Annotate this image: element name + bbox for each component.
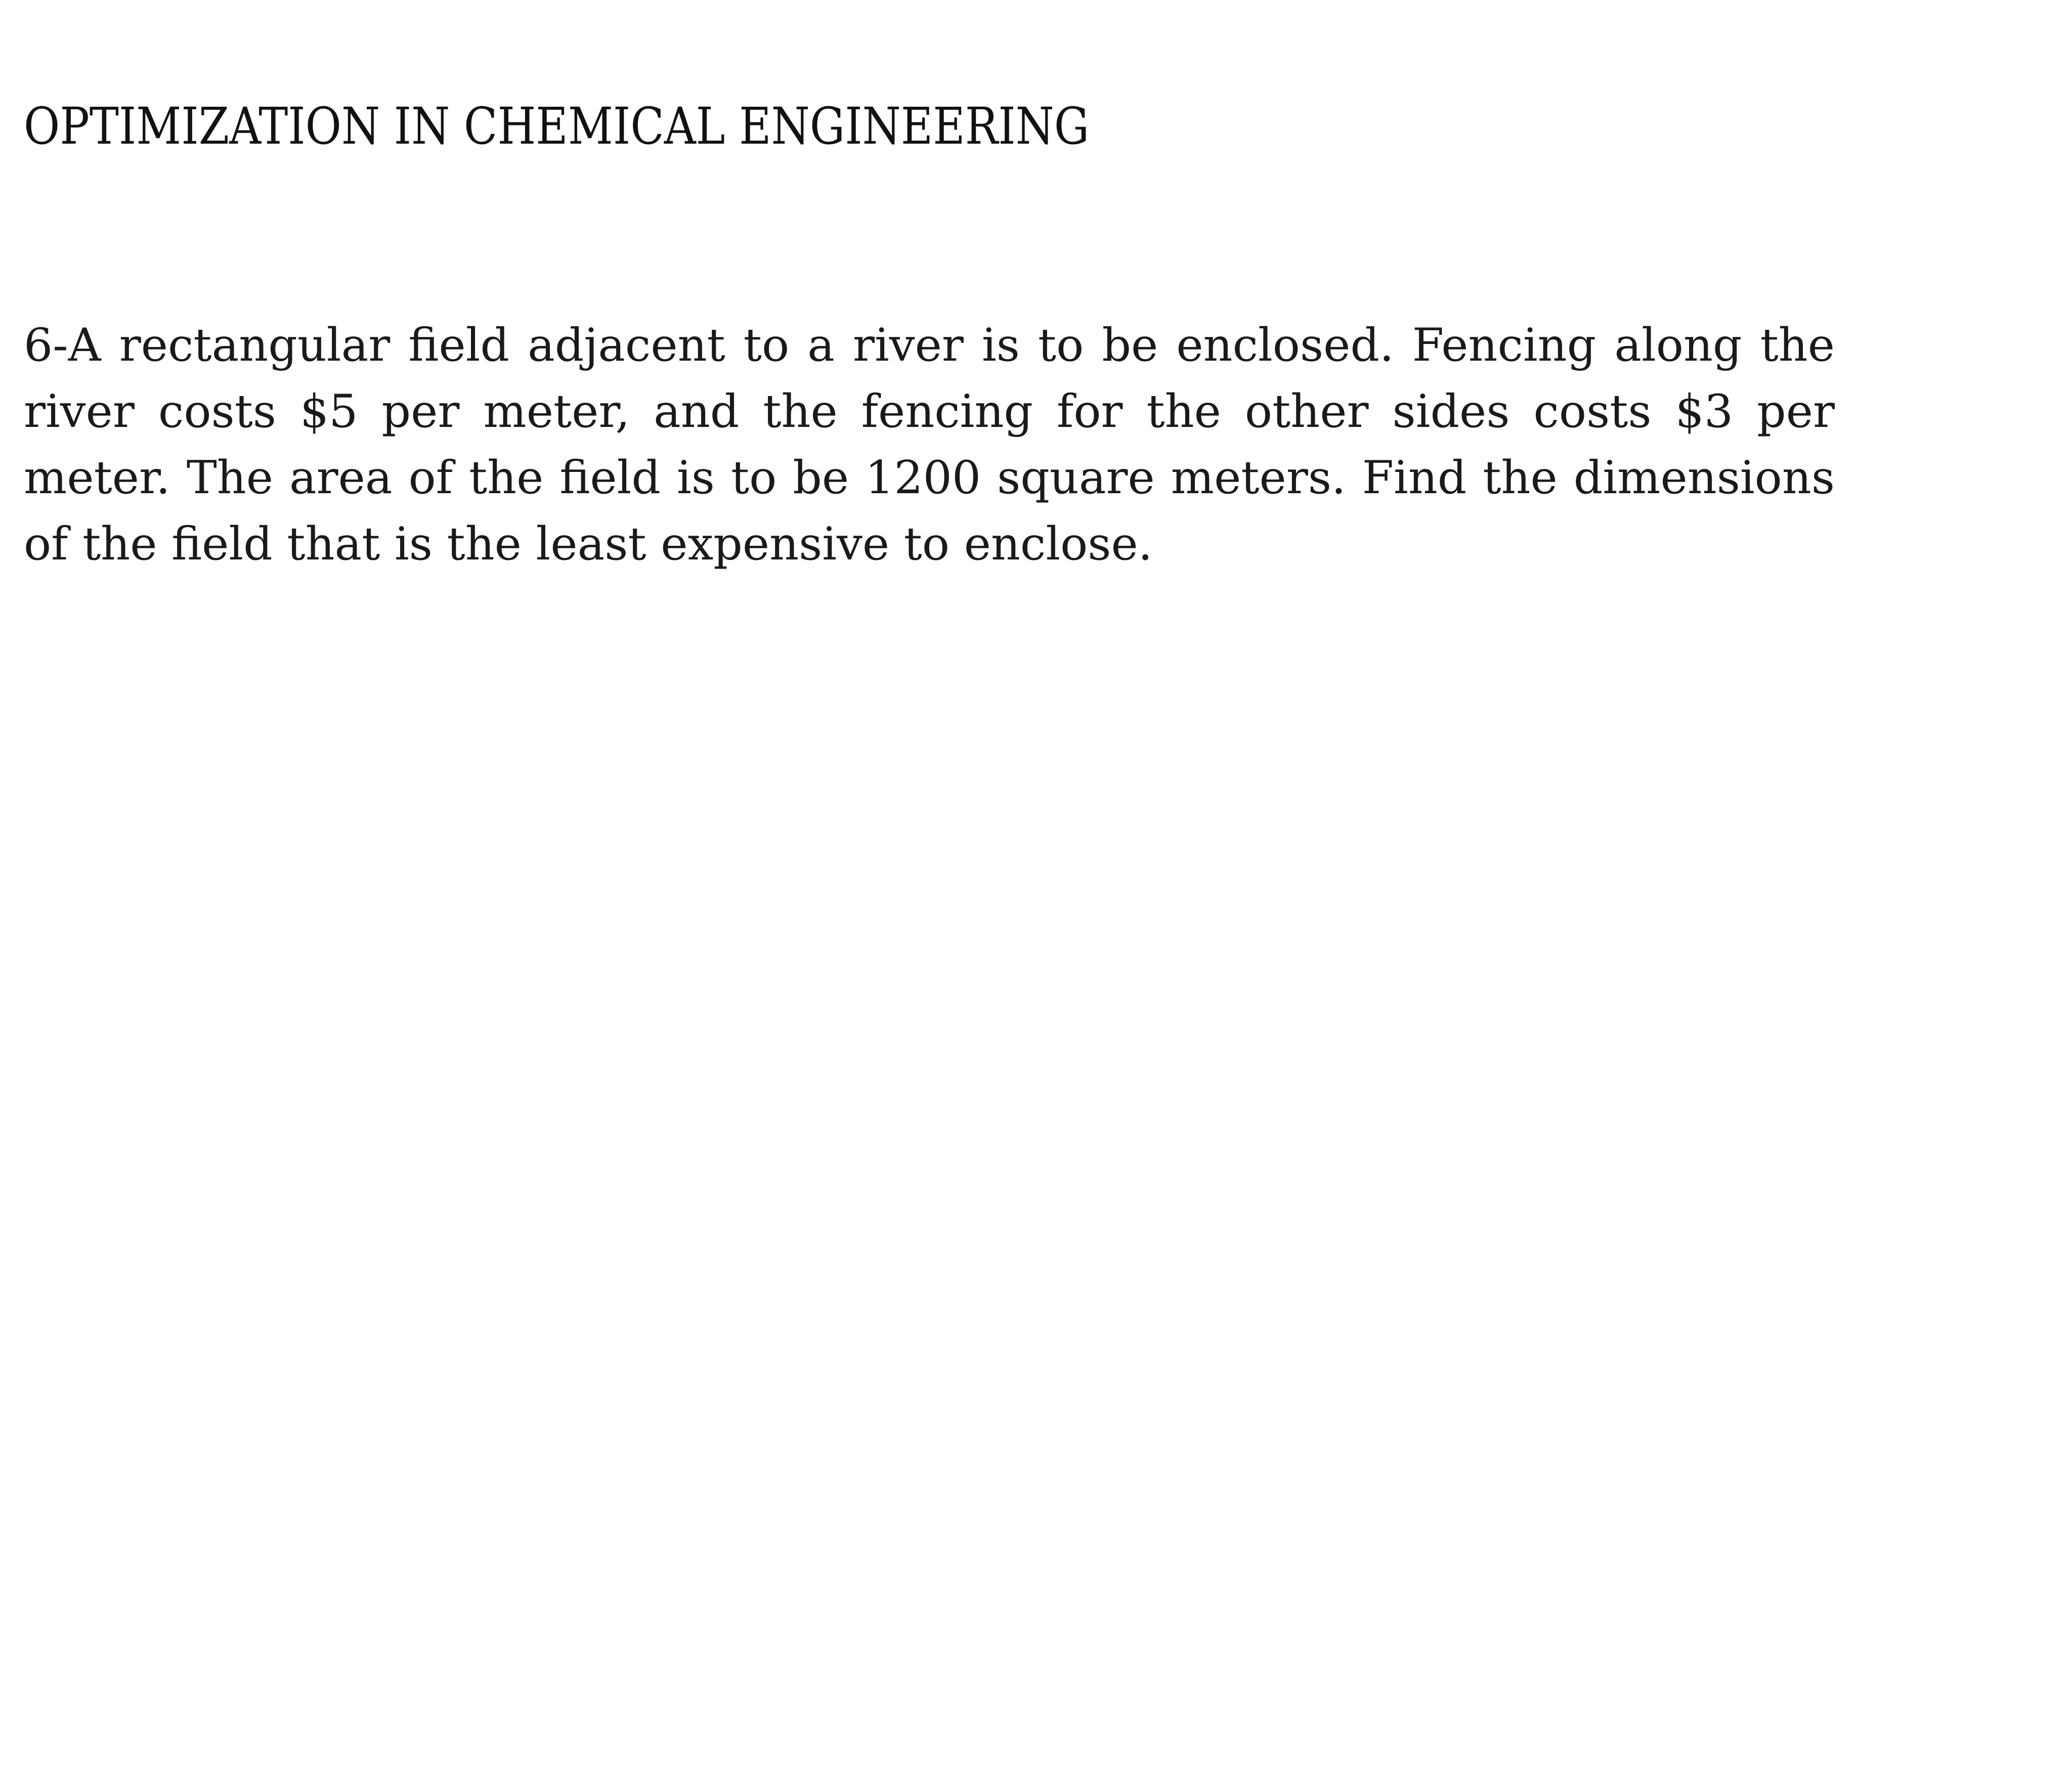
problem-line-3: meter. The area of the field is to be 1200 square meters. Find the dimensions <box>24 451 1835 504</box>
problem-line-2: river costs $5 per meter, and the fencing for the other sides costs $3 per <box>24 385 1835 438</box>
problem-line-4: of the field that is the least expensive to enclose. <box>24 517 1153 571</box>
document-title: OPTIMIZATION IN CHEMICAL ENGINEERING <box>24 97 1090 156</box>
problem-statement <box>24 312 1835 577</box>
problem-line-1: 6-A rectangular field adjacent to a river is to be enclosed. Fencing along the <box>24 319 1835 372</box>
